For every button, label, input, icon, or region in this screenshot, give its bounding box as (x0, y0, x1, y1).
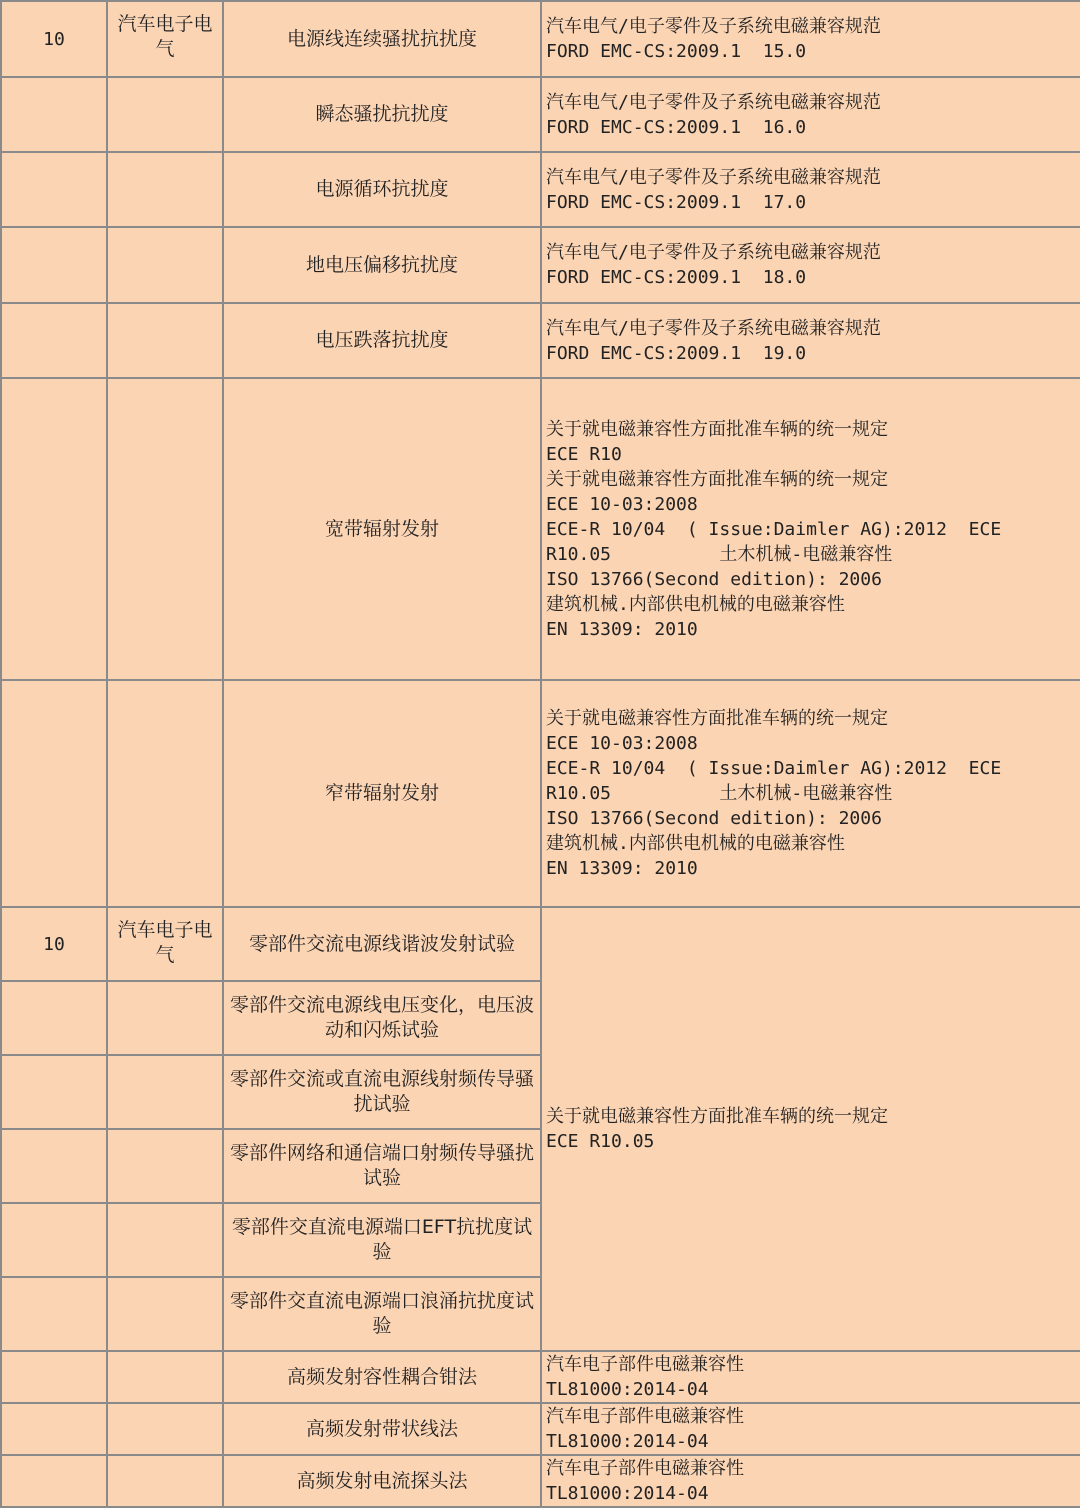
category-cell (107, 1455, 223, 1507)
row-number (1, 227, 107, 303)
row-number: 10 (1, 907, 107, 981)
table-row (1, 907, 1080, 981)
merged-standard-cell: 关于就电磁兼容性方面批准车辆的统一规定 ECE R10.05 (541, 907, 1080, 1351)
table-row (1, 680, 1080, 907)
row-number (1, 1351, 107, 1403)
standard-cell: 汽车电子部件电磁兼容性 TL81000:2014-04 (541, 1455, 1080, 1507)
table-row (1, 303, 1080, 378)
test-item-cell: 窄带辐射发射 (223, 680, 541, 907)
row-number (1, 77, 107, 152)
standard-cell: 汽车电气/电子零件及子系统电磁兼容规范 FORD EMC-CS:2009.1 17.0 (541, 152, 1080, 227)
category-cell (107, 227, 223, 303)
row-number (1, 152, 107, 227)
category-cell (107, 152, 223, 227)
standard-cell: 汽车电气/电子零件及子系统电磁兼容规范 FORD EMC-CS:2009.1 15.0 (541, 1, 1080, 77)
table-row (1, 1, 1080, 77)
category-cell (107, 981, 223, 1055)
category-cell (107, 1129, 223, 1203)
table-row (1, 152, 1080, 227)
category-cell (107, 1055, 223, 1129)
category-cell: 汽车电子电气 (107, 907, 223, 981)
test-item-cell: 宽带辐射发射 (223, 378, 541, 680)
row-number: 10 (1, 1, 107, 77)
test-item-cell: 高频发射容性耦合钳法 (223, 1351, 541, 1403)
category-cell (107, 1203, 223, 1277)
category-cell (107, 77, 223, 152)
test-item-cell: 电源线连续骚扰抗扰度 (223, 1, 541, 77)
test-item-cell: 零部件交直流电源端口浪涌抗扰度试验 (223, 1277, 541, 1351)
category-cell (107, 1351, 223, 1403)
test-item-cell: 瞬态骚扰抗扰度 (223, 77, 541, 152)
test-item-cell: 高频发射电流探头法 (223, 1455, 541, 1507)
table-row (1, 1403, 1080, 1455)
row-number (1, 1277, 107, 1351)
category-cell (107, 303, 223, 378)
row-number (1, 378, 107, 680)
test-item-cell: 零部件交流或直流电源线射频传导骚扰试验 (223, 1055, 541, 1129)
test-item-cell: 零部件交流电源线谐波发射试验 (223, 907, 541, 981)
row-number (1, 981, 107, 1055)
test-item-cell: 电源循环抗扰度 (223, 152, 541, 227)
standard-cell: 汽车电子部件电磁兼容性 TL81000:2014-04 (541, 1403, 1080, 1455)
standard-cell: 汽车电气/电子零件及子系统电磁兼容规范 FORD EMC-CS:2009.1 16.0 (541, 77, 1080, 152)
test-item-cell: 零部件交直流电源端口EFT抗扰度试验 (223, 1203, 541, 1277)
standard-cell: 关于就电磁兼容性方面批准车辆的统一规定 ECE 10-03:2008 ECE-R 10/04 ( Issue:Daimler AG):2012 ECE R10.05 土木机械-电磁兼容性 ISO 13766(Second edition): 2006 建筑机械.内部供电机械的电磁兼容性 EN 13309: 2010 (541, 680, 1080, 907)
standard-cell: 汽车电气/电子零件及子系统电磁兼容规范 FORD EMC-CS:2009.1 18.0 (541, 227, 1080, 303)
category-cell (107, 1403, 223, 1455)
row-number (1, 1455, 107, 1507)
table-row (1, 1455, 1080, 1507)
row-number (1, 1403, 107, 1455)
row-number (1, 680, 107, 907)
test-item-cell: 高频发射带状线法 (223, 1403, 541, 1455)
table-row (1, 77, 1080, 152)
category-cell (107, 1277, 223, 1351)
test-item-cell: 地电压偏移抗扰度 (223, 227, 541, 303)
row-number (1, 303, 107, 378)
table-row (1, 227, 1080, 303)
standard-cell: 汽车电子部件电磁兼容性 TL81000:2014-04 (541, 1351, 1080, 1403)
row-number (1, 1055, 107, 1129)
category-cell (107, 378, 223, 680)
test-item-cell: 零部件网络和通信端口射频传导骚扰试验 (223, 1129, 541, 1203)
standard-cell: 汽车电气/电子零件及子系统电磁兼容规范 FORD EMC-CS:2009.1 19.0 (541, 303, 1080, 378)
row-number (1, 1129, 107, 1203)
category-cell: 汽车电子电气 (107, 1, 223, 77)
test-item-cell: 电压跌落抗扰度 (223, 303, 541, 378)
row-number (1, 1203, 107, 1277)
standard-cell: 关于就电磁兼容性方面批准车辆的统一规定 ECE R10 关于就电磁兼容性方面批准车辆的统一规定 ECE 10-03:2008 ECE-R 10/04 ( Issue:Daimler AG):2012 ECE R10.05 土木机械-电磁兼容性 ISO 13766(Second edition): 2006 建筑机械.内部供电机械的电磁兼容性 EN 13309: 2010 (541, 378, 1080, 680)
category-cell (107, 680, 223, 907)
table-row (1, 378, 1080, 680)
table-row (1, 1351, 1080, 1403)
test-item-cell: 零部件交流电源线电压变化，电压波动和闪烁试验 (223, 981, 541, 1055)
